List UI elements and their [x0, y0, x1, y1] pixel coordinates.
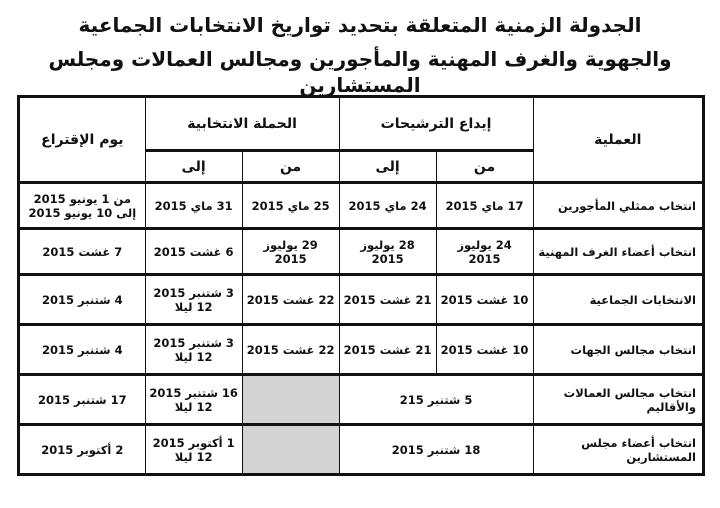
header-camp-to: إلى: [145, 151, 242, 183]
cell-nom-to: 21 غشت 2015: [339, 275, 436, 325]
header-nom-to: إلى: [339, 151, 436, 183]
cell-camp-from: 22 غشت 2015: [242, 275, 339, 325]
cell-camp-from-empty: [242, 375, 339, 425]
camp-to-line1: 3 شتنبر 2015: [153, 285, 234, 300]
cell-camp-from: 29 يوليوز 2015: [242, 229, 339, 275]
cell-operation: انتخاب أعضاء الغرف المهنية: [533, 229, 703, 275]
cell-vote: 4 شتنبر 2015: [19, 325, 146, 375]
header-camp-from: من: [242, 151, 339, 183]
cell-vote: [19, 183, 146, 229]
camp-to-line1: 16 شتنبر 2015: [149, 385, 238, 400]
cell-camp-to: [145, 275, 242, 325]
document-title-line1: الجدولة الزمنية المتعلقة بتحديد تواريخ الانتخابات الجماعية: [78, 13, 642, 37]
vote-line2: إلى 10 يونيو 2015: [28, 205, 137, 220]
cell-nom-from: 24 يوليوز 2015: [436, 229, 533, 275]
table-row: [19, 325, 704, 375]
header-operation: العملية: [533, 97, 703, 183]
cell-nom-to: 24 ماي 2015: [339, 183, 436, 229]
cell-camp-to: [145, 375, 242, 425]
vote-line1: من 1 يونيو 2015: [33, 191, 131, 206]
cell-nom-from: 10 غشت 2015: [436, 275, 533, 325]
cell-operation: انتخاب مجالس العمالات والأقاليم: [533, 375, 703, 425]
header-nominations: إيداع الترشيحات: [339, 97, 533, 151]
cell-nom-to: 28 يوليوز 2015: [339, 229, 436, 275]
schedule-table: [17, 95, 705, 476]
table-row: [19, 375, 704, 425]
table-row: [19, 183, 704, 229]
cell-nominations: 5 شتنبر 215: [339, 375, 533, 425]
camp-to-line1: 1 أكتوبر 2015: [152, 435, 235, 450]
cell-nom-to: 21 غشت 2015: [339, 325, 436, 375]
cell-nom-from: 17 ماي 2015: [436, 183, 533, 229]
table-row: [19, 275, 704, 325]
cell-vote: 7 غشت 2015: [19, 229, 146, 275]
header-voting-day: يوم الإقتراع: [19, 97, 146, 183]
camp-to-line2: 12 ليلا: [174, 349, 213, 364]
cell-nominations: 18 شتنبر 2015: [339, 425, 533, 475]
camp-to-line2: 12 ليلا: [174, 449, 213, 464]
cell-camp-from-empty: [242, 425, 339, 475]
document-title-line2: والجهوية والغرف المهنية والمأجورين ومجالس العمالات ومجلس المستشارين: [48, 47, 672, 97]
cell-vote: 17 شتنبر 2015: [19, 375, 146, 425]
cell-camp-to: 31 ماي 2015: [145, 183, 242, 229]
camp-to-line2: 12 ليلا: [174, 299, 213, 314]
cell-camp-from: 25 ماي 2015: [242, 183, 339, 229]
cell-camp-to: [145, 425, 242, 475]
cell-camp-to: 6 غشت 2015: [145, 229, 242, 275]
cell-operation: انتخاب مجالس الجهات: [533, 325, 703, 375]
cell-camp-from: 22 غشت 2015: [242, 325, 339, 375]
camp-to-line2: 12 ليلا: [174, 399, 213, 414]
cell-vote: 2 أكتوبر 2015: [19, 425, 146, 475]
header-campaign: الحملة الانتخابية: [145, 97, 339, 151]
cell-operation: الانتخابات الجماعية: [533, 275, 703, 325]
cell-camp-to: [145, 325, 242, 375]
header-nom-from: من: [436, 151, 533, 183]
table-row: [19, 229, 704, 275]
cell-nom-from: 10 غشت 2015: [436, 325, 533, 375]
cell-vote: 4 شتنبر 2015: [19, 275, 146, 325]
cell-operation: انتخاب أعضاء مجلس المستشارين: [533, 425, 703, 475]
table-row: [19, 425, 704, 475]
cell-operation: انتخاب ممثلي المأجورين: [533, 183, 703, 229]
camp-to-line1: 3 شتنبر 2015: [153, 335, 234, 350]
